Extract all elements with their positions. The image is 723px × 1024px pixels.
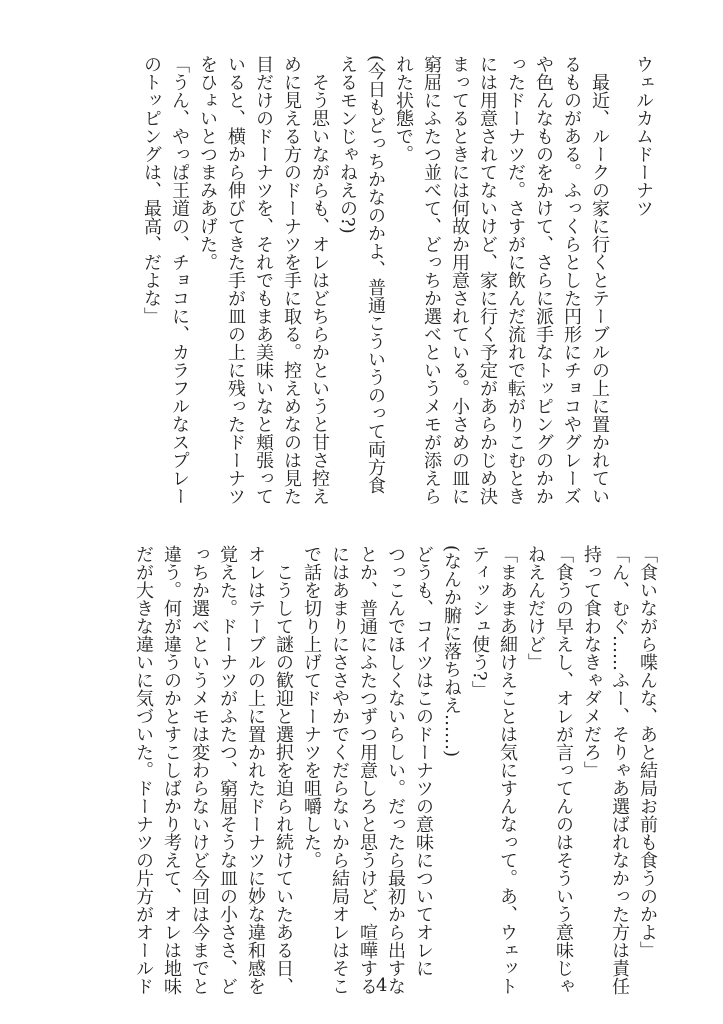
text-line: るものがある。ふっくらとした円形にチョコやグレーズ: [561, 55, 582, 505]
text-line: だが大きな違いに気づいた。ドーナツの片方がオールド: [133, 545, 154, 995]
text-line: えるモンじゃねえの?): [337, 55, 358, 234]
text-line: にはあまりにささやかでくだらないから結局オレはそこ: [329, 545, 350, 995]
text-line: 窮屈にふたつ並べて、どっちか選べというメモが添えら: [421, 55, 442, 505]
text-line: 「まあまあ細けえことは気にすんなって。あ、ウェット: [497, 545, 518, 995]
text-line: 違う。何が違うのかとすこしばかり考えて、オレは地味: [161, 545, 182, 995]
text-line: れた状態で。: [393, 55, 414, 163]
text-line: ティッシュ使う?」: [469, 545, 490, 699]
bottom-text-block: [129, 545, 661, 1000]
text-line: つっこんでほしくないらしい。だったら最初から出すな: [385, 545, 406, 995]
text-line: 「ん、むぐ……ふー、そりゃあ選ばれなかった方は責任: [609, 545, 630, 995]
text-line: のトッピングは、最高、だよな」: [141, 55, 162, 325]
text-line: (今日もどっちかなのかよ、普通こういうのって両方食: [365, 55, 386, 495]
text-line: で話を切り上げてドーナツを咀嚼した。: [301, 545, 322, 869]
text-line: っちか選べというメモは変わらないけど今回は今までと: [189, 545, 210, 995]
text-line: こうして謎の歓迎と選択を迫られ続けていたある日、: [273, 545, 294, 995]
text-line: どうも、コイツはこのドーナツの意味についてオレに: [413, 545, 434, 977]
text-line: 「うん、やっぱ王道の、チョコに、カラフルなスプレー: [169, 55, 190, 505]
text-line: には用意されてないけど、家に行く予定があらかじめ決: [477, 55, 498, 505]
text-line: オレはテーブルの上に置かれたドーナツに妙な違和感を: [245, 545, 266, 995]
text-line: をひょいとつまみあげた。: [197, 55, 218, 271]
text-line: 最近、ルークの家に行くとテーブルの上に置かれてい: [589, 55, 610, 505]
text-line: 「食うの早えし、オレが言ってんのはそういう意味じゃ: [553, 545, 574, 995]
text-line: 持って食わなきゃダメだろ」: [581, 545, 602, 779]
text-line: ったドーナツだ。さすがに飲んだ流れで転がりこむとき: [505, 55, 526, 505]
text-line: そう思いながらも、オレはどちらかというと甘さ控え: [309, 55, 330, 505]
chapter-title: ウェルカムドーナツ: [633, 55, 654, 217]
text-line: とか、普通にふたつずつ用意しろと思うけど、喧嘩する: [357, 545, 378, 995]
text-line: (なんか腑に落ちねえ……): [441, 545, 462, 758]
text-line: や色んなものをかけて、さらに派手なトッピングのかか: [533, 55, 554, 505]
text-line: いると、横から伸びてきた手が皿の上に残ったドーナツ: [225, 55, 246, 505]
text-line: 「食いながら喋んな、あと結局お前も食うのかよ」: [637, 545, 658, 959]
text-line: ねえんだけど」: [525, 545, 546, 671]
text-line: 目だけのドーナツを、それでもまあ美味いなと頬張って: [253, 55, 274, 505]
text-line: 覚えた。ドーナツがふたつ、窮屈そうな皿の小ささ、ど: [217, 545, 238, 995]
top-text-block: [137, 55, 657, 510]
text-line: めに見える方のドーナツを手に取る。控えめなのは見た: [281, 55, 302, 505]
text-line: まってるときには何故か用意されている。小さめの皿に: [449, 55, 470, 505]
page-number: 4: [376, 975, 388, 996]
